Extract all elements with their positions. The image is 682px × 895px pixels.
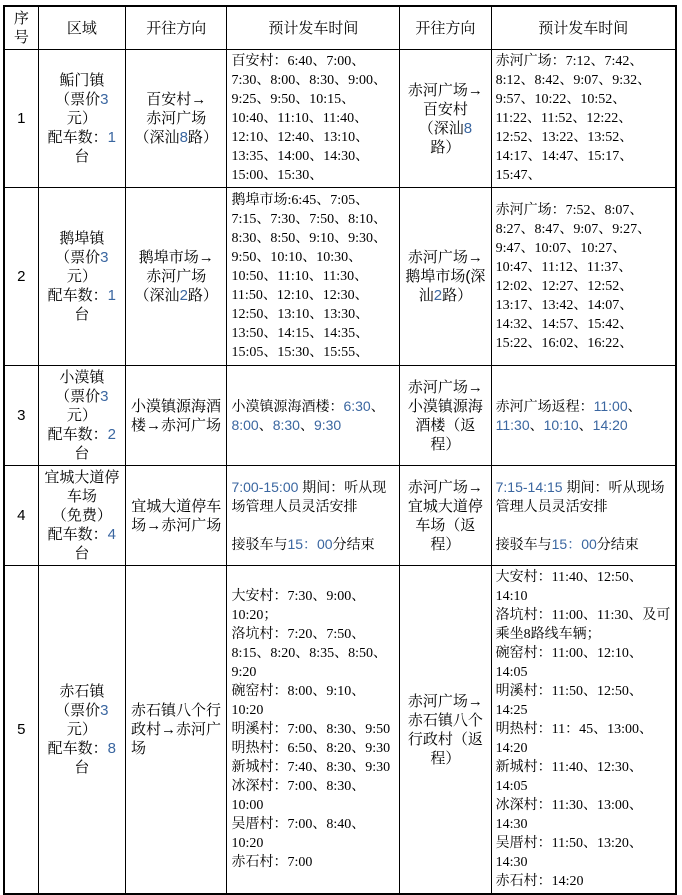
- cell-area: 赤石镇 （票价3元） 配车数：8台: [38, 566, 125, 895]
- cell-no: 5: [4, 566, 38, 895]
- bus-schedule-table: [3, 5, 677, 895]
- cell-area: 鲘门镇 （票价3元） 配车数：1台: [38, 50, 125, 188]
- table-row: [4, 566, 676, 895]
- cell-direction-return: 赤河广场→ 宜城大道停车场（返程）: [400, 466, 491, 566]
- header-departure-times-out: 预计发车时间: [227, 6, 400, 50]
- header-direction-out: 开往方向: [126, 6, 227, 50]
- cell-no: 4: [4, 466, 38, 566]
- header-departure-times-return: 预计发车时间: [491, 6, 676, 50]
- cell-times-out: 百安村：6:40、7:00、7:30、8:00、8:30、9:00、9:25、9:50、10:15、10:40、11:10、11:40、12:10、12:40、13:10、13:35、14:00、14:30、15:00、15:30、: [227, 50, 400, 188]
- cell-area: 小漠镇 （票价3元） 配车数：2台: [38, 366, 125, 466]
- cell-direction-return: 赤河广场→ 赤石镇八个行政村（返程）: [400, 566, 491, 895]
- cell-direction-out: 鹅埠市场→ 赤河广场 （深汕2路）: [126, 188, 227, 366]
- cell-times-return: 赤河广场：7:52、8:07、8:27、8:47、9:07、9:27、9:47、10:07、10:27、10:47、11:12、11:37、12:02、12:27、12:52、13:17、13:42、14:07、14:32、14:57、15:42、15:22、16:02、16:22、: [491, 188, 676, 366]
- cell-direction-return: 赤河广场→ 百安村 （深汕8路）: [400, 50, 491, 188]
- cell-direction-out: 小漠镇源海酒楼→赤河广场: [126, 366, 227, 466]
- cell-no: 1: [4, 50, 38, 188]
- cell-direction-out: 宜城大道停车场→赤河广场: [126, 466, 227, 566]
- cell-times-out: 鹅埠市场:6:45、7:05、7:15、7:30、7:50、8:10、8:30、8:50、9:10、9:30、9:50、10:10、10:30、10:50、11:10、11:30、11:50、12:10、12:30、12:50、13:10、13:30、13:50、14:15、14:35、15:05、15:30、15:55、: [227, 188, 400, 366]
- table-row: [4, 466, 676, 566]
- cell-area: 宜城大道停车场 （免费） 配车数：4台: [38, 466, 125, 566]
- cell-direction-return: 赤河广场→ 鹅埠市场(深汕2路）: [400, 188, 491, 366]
- header-direction-return: 开往方向: [400, 6, 491, 50]
- cell-area: 鹅埠镇 （票价3元） 配车数：1台: [38, 188, 125, 366]
- header-no: 序号: [4, 6, 38, 50]
- header-area: 区域: [38, 6, 125, 50]
- cell-direction-out: 赤石镇八个行政村→赤河广场: [126, 566, 227, 895]
- cell-times-return: 大安村：11:40、12:50、14:10 洛坑村：11:00、11:30、及可乘坐8路线车辆； 碗窑村：11:00、12:10、14:05 明溪村：11:50、12:50、14:25 明热村：11：45、13:00、14:20 新城村：11:40、12:30、14:05 冰深村：11:30、13:00、14:30 吴厝村：11:50、13:20、14:30 赤石村：14:20: [491, 566, 676, 895]
- table-row: [4, 50, 676, 188]
- cell-no: 3: [4, 366, 38, 466]
- cell-times-out: 7:00-15:00 期间：听从现场管理人员灵活安排 接驳车与15：00分结束: [227, 466, 400, 566]
- cell-times-return: 赤河广场返程：11:00、11:30、10:10、14:20: [491, 366, 676, 466]
- header-row: [4, 6, 676, 50]
- cell-times-out: 小漠镇源海酒楼：6:30、8:00、8:30、9:30: [227, 366, 400, 466]
- cell-direction-out: 百安村→ 赤河广场 （深汕8路）: [126, 50, 227, 188]
- cell-times-return: 7:15-14:15 期间：听从现场管理人员灵活安排 接驳车与15：00分结束: [491, 466, 676, 566]
- cell-direction-return: 赤河广场→ 小漠镇源海酒楼（返程）: [400, 366, 491, 466]
- cell-no: 2: [4, 188, 38, 366]
- table-row: [4, 366, 676, 466]
- table-row: [4, 188, 676, 366]
- cell-times-return: 赤河广场：7:12、7:42、8:12、8:42、9:07、9:32、9:57、10:22、10:52、11:22、11:52、12:22、12:52、13:22、13:52、14:17、14:47、15:17、15:47、: [491, 50, 676, 188]
- cell-times-out: 大安村：7:30、9:00、10:20； 洛坑村：7:20、7:50、8:15、8:20、8:35、8:50、9:20 碗窑村：8:00、9:10、10:20 明溪村：7:00、8:30、9:50 明热村：6:50、8:20、9:30 新城村：7:40、8:30、9:30 冰深村：7:00、8:30、10:00 吴厝村：7:00、8:40、10:20 赤石村：7:00: [227, 566, 400, 895]
